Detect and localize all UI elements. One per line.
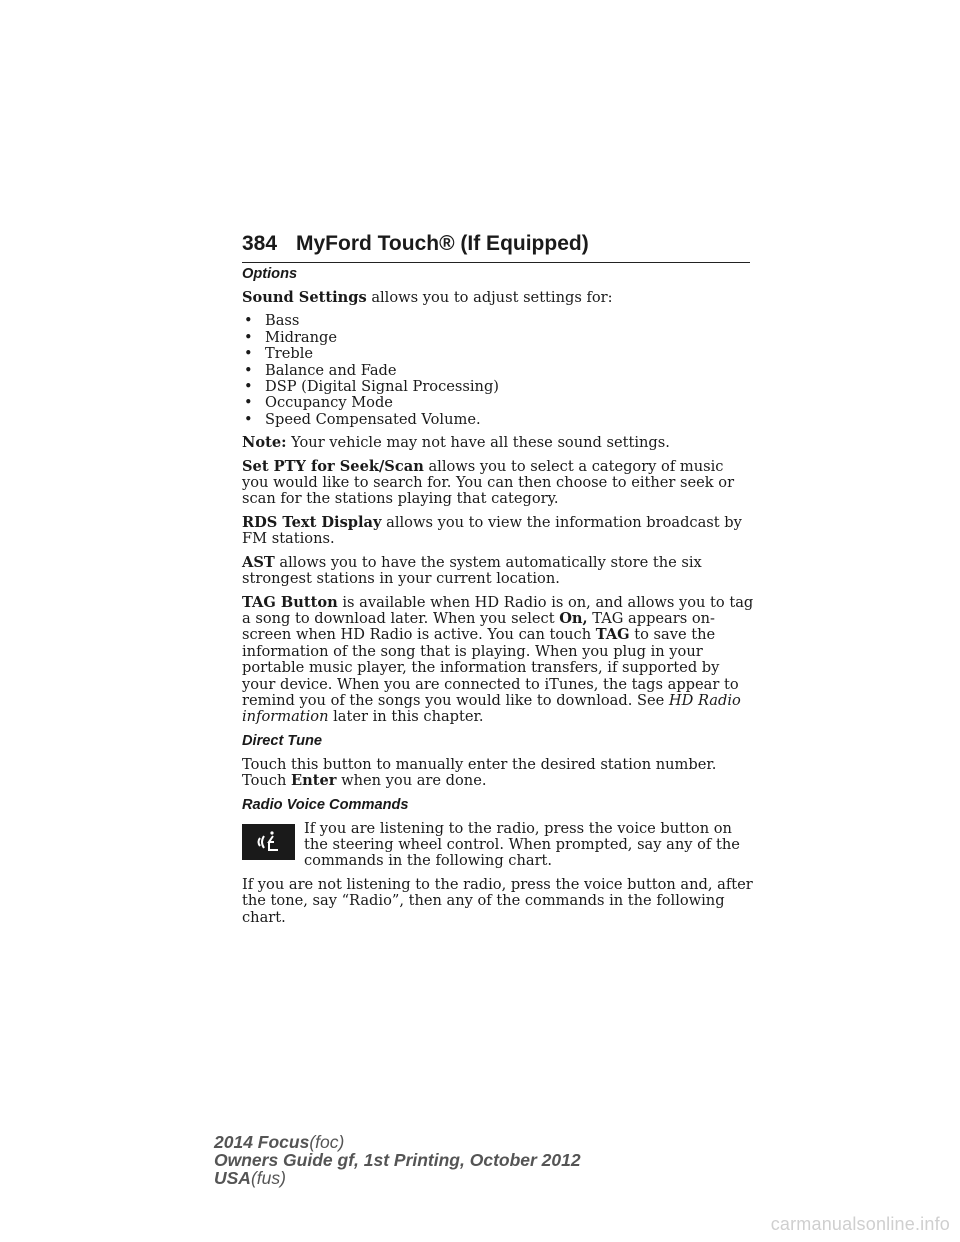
rds-text: allows you to view the information broadcast by FM stations. <box>242 513 742 548</box>
footer-line-3 <box>214 1169 581 1187</box>
tag-word: TAG <box>595 626 630 644</box>
footer-model-code: (foc) <box>309 1132 345 1152</box>
direct-tune-text-1: Touch this button to manually enter the desired station number. Touch <box>242 755 717 790</box>
tag-text-1: is available when HD Radio is on, and allows you to tag a song to download later. When you select <box>242 593 754 627</box>
ast-text: allows you to have the system automatically store the six strongest stations in your current location. <box>242 553 702 588</box>
document-footer <box>214 1133 581 1187</box>
watermark: carmanualsonline.info <box>770 1214 950 1234</box>
page-content <box>242 266 754 933</box>
voice-after-paragraph: If you are not listening to the radio, press the voice button and, after the tone, say “Radio”, then any of the commands in the following chart. <box>242 875 753 926</box>
pty-text: allows you to select a category of music you would like to search for. You can then choose to either seek or scan for the stations playing that category. <box>242 457 735 508</box>
sound-settings-paragraph <box>242 290 754 306</box>
footer-line-2: Owners Guide gf, 1st Printing, October 2012 <box>214 1150 581 1170</box>
enter-word: Enter <box>291 772 337 790</box>
voice-button-icon <box>242 824 295 860</box>
tag-paragraph <box>242 595 754 726</box>
list-item: • Occupancy Mode <box>242 395 754 411</box>
tag-text-4: later in this chapter. <box>333 708 484 726</box>
tag-term: TAG Button <box>242 593 338 611</box>
footer-market: USA <box>214 1168 251 1188</box>
direct-tune-heading: Direct Tune <box>242 732 323 749</box>
note-term: Note: <box>242 434 287 452</box>
direct-tune-text-2: when you are done. <box>341 772 487 790</box>
list-item: • Balance and Fade <box>242 363 754 379</box>
rds-term: RDS Text Display <box>242 513 382 531</box>
note-text: Your vehicle may not have all these sound settings. <box>291 434 670 452</box>
page-number: 384 <box>242 232 278 255</box>
chapter-title: MyFord Touch® (If Equipped) <box>296 232 589 255</box>
tag-text-3: to save the information of the song that is playing. When you plug in your portable music player, the information transfers, if supported by your device. When you are connected to iTunes, the tags appear to remind you of the songs you would like to download. See <box>242 626 739 709</box>
ast-paragraph <box>242 555 754 588</box>
voice-glyph <box>252 829 286 855</box>
voice-commands-heading: Radio Voice Commands <box>242 796 409 813</box>
sound-settings-list <box>242 313 754 428</box>
page-header <box>242 228 750 263</box>
list-item: • Treble <box>242 346 754 362</box>
tag-text-2: TAG appears on-screen when HD Radio is active. You can touch <box>242 609 715 644</box>
footer-model: 2014 Focus <box>214 1132 310 1152</box>
voice-commands-row <box>242 821 754 870</box>
tag-on-word: On, <box>559 609 588 627</box>
pty-term: Set PTY for Seek/Scan <box>242 457 424 475</box>
list-item: • Speed Compensated Volume. <box>242 412 754 428</box>
list-item: • Bass <box>242 313 754 329</box>
pty-paragraph <box>242 459 754 508</box>
list-item: • Midrange <box>242 330 754 346</box>
list-item: • DSP (Digital Signal Processing) <box>242 379 754 395</box>
hd-radio-reference: HD Radio information <box>242 691 741 726</box>
direct-tune-paragraph <box>242 757 754 790</box>
footer-market-code: (fus) <box>250 1168 286 1188</box>
ast-term: AST <box>242 553 275 571</box>
note-paragraph <box>242 435 754 451</box>
options-heading: Options <box>242 266 298 282</box>
rds-paragraph <box>242 515 754 548</box>
sound-settings-text: allows you to adjust settings for: <box>371 289 613 306</box>
sound-settings-term: Sound Settings <box>242 289 367 306</box>
footer-line-1 <box>214 1133 581 1151</box>
voice-commands-text: If you are listening to the radio, press the voice button on the steering wheel control. When prompted, say any of the commands in the following chart. <box>304 819 740 870</box>
